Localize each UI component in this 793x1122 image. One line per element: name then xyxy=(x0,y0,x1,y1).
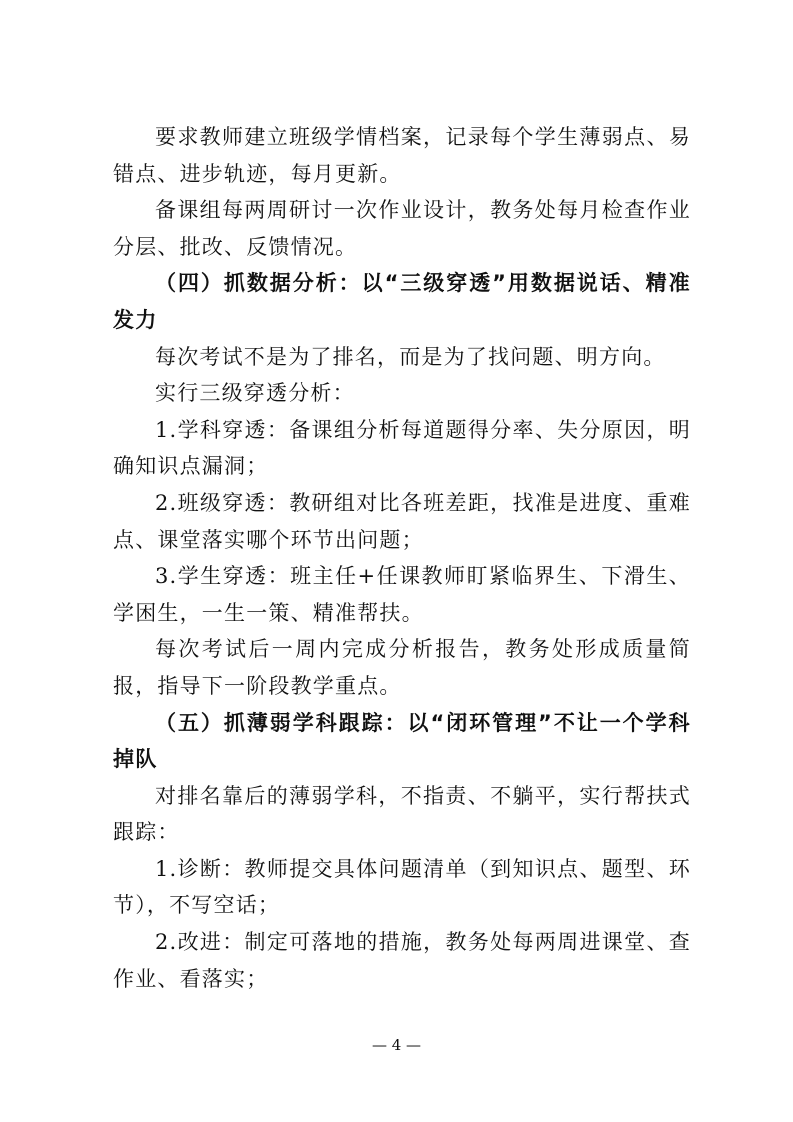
paragraph-three-level-intro: 实行三级穿透分析： xyxy=(155,381,355,406)
paragraph-exam-purpose: 每次考试不是为了排名，而是为了找问题、明方向。 xyxy=(155,344,666,369)
paragraph-student-archive: 要求教师建立班级学情档案，记录每个学生薄弱点、易错点、进步轨迹，每月更新。 xyxy=(113,125,691,186)
list-item-diagnosis: 1.诊断：教师提交具体问题清单（到知识点、题型、环节），不写空话； xyxy=(113,856,691,918)
paragraph-analysis-report: 每次考试后一周内完成分析报告，教务处形成质量简报，指导下一阶段教学重点。 xyxy=(113,637,691,698)
page-body xyxy=(113,119,691,997)
paragraph-homework-design: 备课组每两周研讨一次作业设计，教务处每月检查作业分层、批改、反馈情况。 xyxy=(113,198,691,259)
list-item-improvement: 2.改进：制定可落地的措施，教务处每两周进课堂、查作业、看落实； xyxy=(113,930,691,991)
page-number: — 4 — xyxy=(371,1036,422,1054)
list-item-subject-analysis: 1.学科穿透：备课组分析每道题得分率、失分原因，明确知识点漏洞； xyxy=(113,417,691,479)
list-item-class-analysis: 2.班级穿透：教研组对比各班差距，找准是进度、重难点、课堂落实哪个环节出问题； xyxy=(113,490,691,552)
list-item-student-analysis: 3.学生穿透：班主任+任课教师盯紧临界生、下滑生、学困生，一生一策、精准帮扶。 xyxy=(113,564,691,625)
section-heading-data-analysis: （四）抓数据分析：以“三级穿透”用数据说话、精准发力 xyxy=(113,271,691,332)
section-heading-weak-subjects: （五）抓薄弱学科跟踪：以“闭环管理”不让一个学科掉队 xyxy=(113,710,691,772)
paragraph-weak-subject-tracking: 对排名靠后的薄弱学科，不指责、不躺平，实行帮扶式跟踪： xyxy=(113,783,691,845)
